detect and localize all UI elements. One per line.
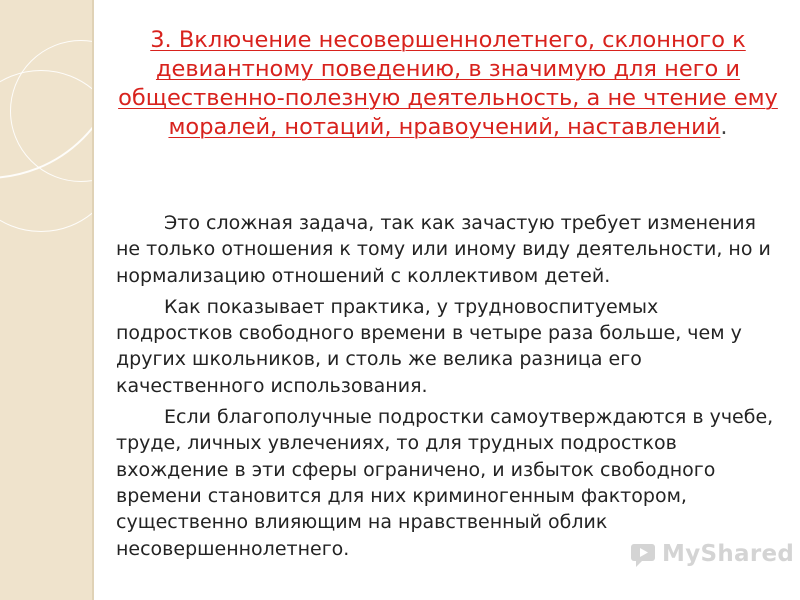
slide-heading	[118, 26, 778, 142]
slide-heading-text: 3. Включение несовершеннолетнего, склонного к девиантному поведению, в значимую для него и общественно-полезную деятельность, а не чтение ему моралей, нотаций, нравоучений, наставлений	[118, 27, 778, 140]
myshared-watermark	[628, 536, 794, 572]
watermark-text: MyShared	[662, 541, 795, 567]
body-paragraph-3: Если благополучные подростки самоутверждаются в учебе, труде, личных увлечениях, то для трудных подростков вхождение в эти сферы ограничено, и избыток свободного времени становится для них криминогенным фактором, существенно влияющим на нравственный облик несовершеннолетнего.	[116, 406, 774, 560]
slide-body	[116, 210, 776, 567]
body-paragraph-2: Как показывает практика, у трудновоспитуемых подростков свободного времени в четыре раза больше, чем у других школьников, и столь же велика разница его качественного использования.	[116, 295, 742, 397]
decorative-sidebar	[0, 0, 92, 600]
myshared-logo-icon	[628, 539, 658, 569]
sidebar-divider	[92, 0, 94, 600]
slide-heading-period: .	[720, 114, 728, 140]
body-paragraph-1: Это сложная задача, так как зачастую требует изменения не только отношения к тому или иному виду деятельности, но и нормализацию отношений с коллективом детей.	[116, 212, 771, 287]
